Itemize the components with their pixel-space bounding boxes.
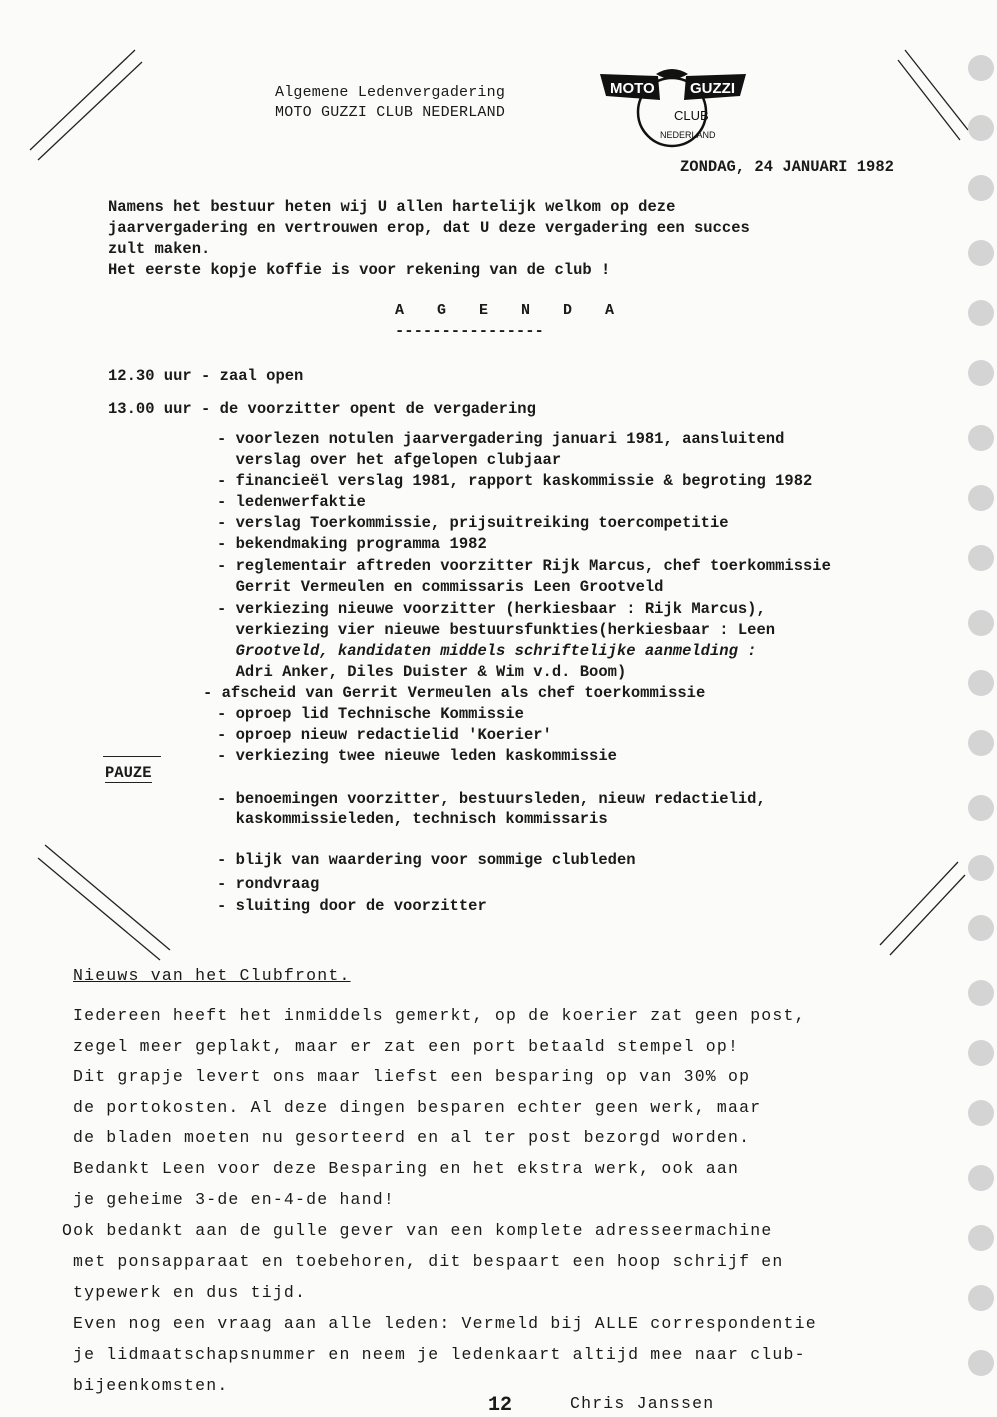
agenda-item: - ledenwerfaktie xyxy=(217,493,366,511)
agenda-time-label: 13.00 uur - xyxy=(108,400,211,418)
agenda-item: - rondvraag xyxy=(217,875,320,893)
binder-hole xyxy=(968,1165,994,1191)
club-logo xyxy=(598,62,748,158)
binder-hole xyxy=(968,730,994,756)
agenda-item: - sluiting door de voorzitter xyxy=(217,897,487,915)
news-line: Iedereen heeft het inmiddels gemerkt, op de koerier zat geen post, xyxy=(73,1006,806,1025)
news-line: met ponsapparaat en toebehoren, dit bespaart een hoop schrijf en xyxy=(73,1252,784,1271)
news-line: je lidmaatschapsnummer en neem je ledenkaart altijd mee naar club- xyxy=(73,1345,806,1364)
binder-hole xyxy=(968,485,994,511)
binder-hole xyxy=(968,1040,994,1066)
logo-club-text: CLUB xyxy=(674,108,709,123)
logo-country-text: NEDERLAND xyxy=(660,130,716,140)
agenda-item: Grootveld, kandidaten middels schriftelijke aanmelding : xyxy=(217,642,757,660)
agenda-item: Adri Anker, Diles Duister & Wim v.d. Boom) xyxy=(217,663,627,681)
pause-rule xyxy=(103,756,161,757)
binder-hole xyxy=(968,300,994,326)
binder-hole xyxy=(968,1100,994,1126)
agenda-item: - benoemingen voorzitter, bestuursleden, nieuw redactielid, xyxy=(217,790,766,808)
intro-line: Namens het bestuur heten wij U allen hartelijk welkom op deze xyxy=(108,198,676,216)
binder-hole xyxy=(968,115,994,141)
agenda-item: kaskommissieleden, technisch kommissaris xyxy=(217,810,608,828)
page-number: 12 xyxy=(488,1394,513,1417)
binder-hole xyxy=(968,855,994,881)
binder-holes xyxy=(968,40,997,1410)
logo-left-text: MOTO xyxy=(610,80,655,97)
agenda-item: - afscheid van Gerrit Vermeulen als chef toerkommissie xyxy=(203,684,706,702)
agenda-time xyxy=(108,400,536,418)
binder-hole xyxy=(968,545,994,571)
agenda-item: - oproep lid Technische Kommissie xyxy=(217,705,524,723)
binder-hole xyxy=(968,915,994,941)
agenda-time-text: zaal open xyxy=(219,367,304,385)
binder-hole xyxy=(968,1285,994,1311)
news-line: zegel meer geplakt, maar er zat een port betaald stempel op! xyxy=(73,1037,740,1056)
header-title-line1: Algemene Ledenvergadering xyxy=(275,84,506,101)
intro-line: zult maken. xyxy=(108,240,211,258)
news-heading: Nieuws van het Clubfront. xyxy=(73,966,351,985)
logo-right-text: GUZZI xyxy=(690,80,735,97)
news-line: typewerk en dus tijd. xyxy=(73,1283,307,1302)
agenda-item: verslag over het afgelopen clubjaar xyxy=(217,451,562,469)
agenda-time-text: de voorzitter opent de vergadering xyxy=(219,400,536,418)
agenda-item: - bekendmaking programma 1982 xyxy=(217,535,487,553)
agenda-title: A G E N D A xyxy=(395,302,627,319)
agenda-time-label: 12.30 uur - xyxy=(108,367,211,385)
agenda-item: - verkiezing twee nieuwe leden kaskommissie xyxy=(217,747,617,765)
agenda-item: Gerrit Vermeulen en commissaris Leen Grootveld xyxy=(217,578,664,596)
intro-line: Het eerste kopje koffie is voor rekening van de club ! xyxy=(108,261,611,279)
news-line: de bladen moeten nu gesorteerd en al ter post bezorgd worden. xyxy=(73,1128,751,1147)
agenda-title-underline: ---------------- xyxy=(395,322,544,340)
binder-hole xyxy=(968,795,994,821)
agenda-item: verkiezing vier nieuwe bestuursfunkties(herkiesbaar : Leen xyxy=(217,621,776,639)
news-line: Even nog een vraag aan alle leden: Vermeld bij ALLE correspondentie xyxy=(73,1314,817,1333)
agenda-item: - reglementair aftreden voorzitter Rijk Marcus, chef toerkommissie xyxy=(217,557,831,575)
binder-hole xyxy=(968,175,994,201)
pause-label: PAUZE xyxy=(105,764,152,782)
intro-line: jaarvergadering en vertrouwen erop, dat U deze vergadering een succes xyxy=(108,219,750,237)
agenda-item: - blijk van waardering voor sommige clubleden xyxy=(217,851,636,869)
news-line: Dit grapje levert ons maar liefst een besparing op van 30% op xyxy=(73,1067,751,1086)
agenda-item: - voorlezen notulen jaarvergadering januari 1981, aansluitend xyxy=(217,430,785,448)
news-line: de portokosten. Al deze dingen besparen echter geen werk, maar xyxy=(73,1098,762,1117)
binder-hole xyxy=(968,240,994,266)
binder-hole xyxy=(968,55,994,81)
signature: Chris Janssen xyxy=(570,1394,715,1413)
news-line: Ook bedankt aan de gulle gever van een komplete adresseermachine xyxy=(62,1221,773,1240)
binder-hole xyxy=(968,610,994,636)
agenda-item: - financieël verslag 1981, rapport kaskommissie & begroting 1982 xyxy=(217,472,813,490)
binder-hole xyxy=(968,425,994,451)
header-title-line2: MOTO GUZZI CLUB NEDERLAND xyxy=(275,104,506,121)
agenda-item: - oproep nieuw redactielid 'Koerier' xyxy=(217,726,552,744)
agenda-item: - verkiezing nieuwe voorzitter (herkiesbaar : Rijk Marcus), xyxy=(217,600,766,618)
agenda-item: - verslag Toerkommissie, prijsuitreiking toercompetitie xyxy=(217,514,729,532)
binder-hole xyxy=(968,360,994,386)
news-line: bijeenkomsten. xyxy=(73,1376,229,1395)
binder-hole xyxy=(968,1225,994,1251)
agenda-time xyxy=(108,367,303,385)
news-line: je geheime 3-de en-4-de hand! xyxy=(73,1190,395,1209)
meeting-date: ZONDAG, 24 JANUARI 1982 xyxy=(680,158,894,176)
binder-hole xyxy=(968,670,994,696)
news-line: Bedankt Leen voor deze Besparing en het ekstra werk, ook aan xyxy=(73,1159,740,1178)
binder-hole xyxy=(968,980,994,1006)
binder-hole xyxy=(968,1350,994,1376)
